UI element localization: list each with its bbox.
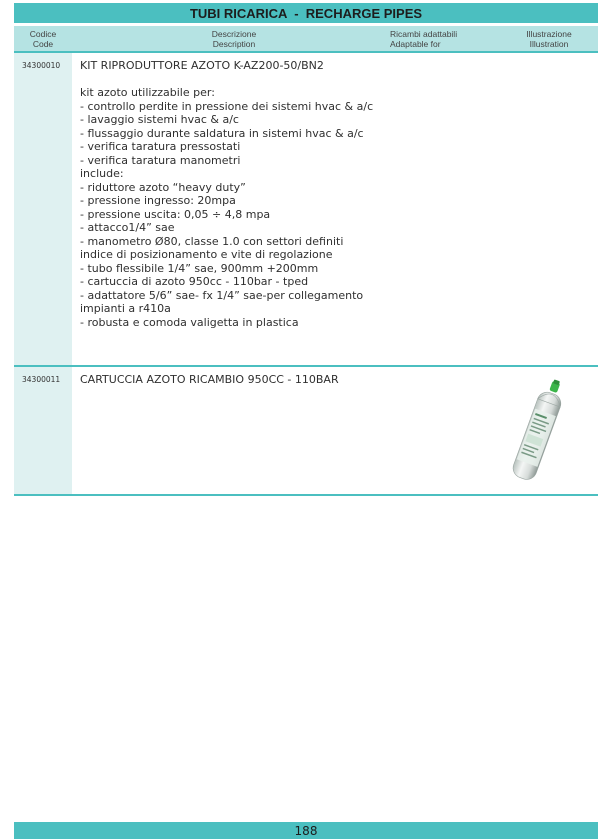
description-line: - riduttore azoto “heavy duty” — [80, 180, 246, 194]
description-line: - attacco1/4” sae — [80, 221, 175, 234]
description-line: - pressione uscita: 0,05 ÷ 4,8 mpa — [80, 207, 271, 221]
code-cell — [14, 367, 72, 494]
description-line: - verifica taratura manometri — [80, 153, 241, 167]
column-header-spares-it: Ricambi adattabili — [390, 29, 458, 39]
description-line: impianti a r410a — [80, 302, 171, 315]
description-line: - adattatore 5/6” sae- fx 1/4” sae-per collegamento — [80, 288, 364, 302]
description-lines — [80, 86, 520, 329]
description-line: - flussaggio durante saldatura in sistemi hvac & a/c — [80, 126, 364, 140]
nitrogen-cartridge-image — [496, 375, 580, 491]
code-cell — [14, 53, 72, 365]
column-header-spares-en: Adaptable for — [390, 39, 441, 49]
description-line: - manometro Ø80, classe 1.0 con settori definiti — [80, 234, 344, 248]
page-title: TUBI RICARICA - RECHARGE PIPES — [14, 3, 598, 23]
column-header-code-it: Codice — [29, 29, 57, 39]
description-line: indice di posizionamento e vite di regolazione — [80, 248, 333, 261]
column-header-illustration-it: Illustrazione — [526, 29, 572, 39]
table-header — [14, 26, 598, 53]
description-line: include: — [80, 167, 124, 180]
column-header-illustration — [504, 29, 594, 49]
description-line: - tubo flessibile 1/4” sae, 900mm +200mm — [80, 261, 319, 275]
product-code: 34300011 — [22, 375, 61, 384]
description-cell — [80, 373, 520, 387]
column-header-code-en: Code — [32, 39, 54, 49]
description-line: - cartuccia di azoto 950cc - 110bar - tped — [80, 275, 309, 288]
column-header-description-en: Description — [212, 39, 256, 49]
table-row — [14, 53, 598, 365]
column-header-description — [174, 29, 294, 49]
description-cell — [80, 59, 520, 329]
column-header-spares — [390, 29, 490, 49]
product-title: CARTUCCIA AZOTO RICAMBIO 950CC - 110BAR — [80, 373, 339, 386]
description-line: - pressione ingresso: 20mpa — [80, 194, 236, 207]
row-divider — [14, 494, 598, 496]
description-line: kit azoto utilizzabile per: — [80, 86, 215, 99]
description-line: - robusta e comoda valigetta in plastica — [80, 315, 299, 329]
column-header-illustration-en: Illustration — [529, 39, 569, 49]
description-line: - lavaggio sistemi hvac & a/c — [80, 113, 239, 126]
page-number: 188 — [14, 822, 598, 839]
table-row — [14, 367, 598, 494]
product-code: 34300010 — [22, 61, 61, 70]
column-header-code — [14, 29, 72, 49]
description-line: - controllo perdite in pressione dei sistemi hvac & a/c — [80, 99, 374, 113]
column-header-description-it: Descrizione — [211, 29, 257, 39]
product-title: KIT RIPRODUTTORE AZOTO K-AZ200-50/BN2 — [80, 59, 324, 72]
description-line: - verifica taratura pressostati — [80, 140, 241, 153]
